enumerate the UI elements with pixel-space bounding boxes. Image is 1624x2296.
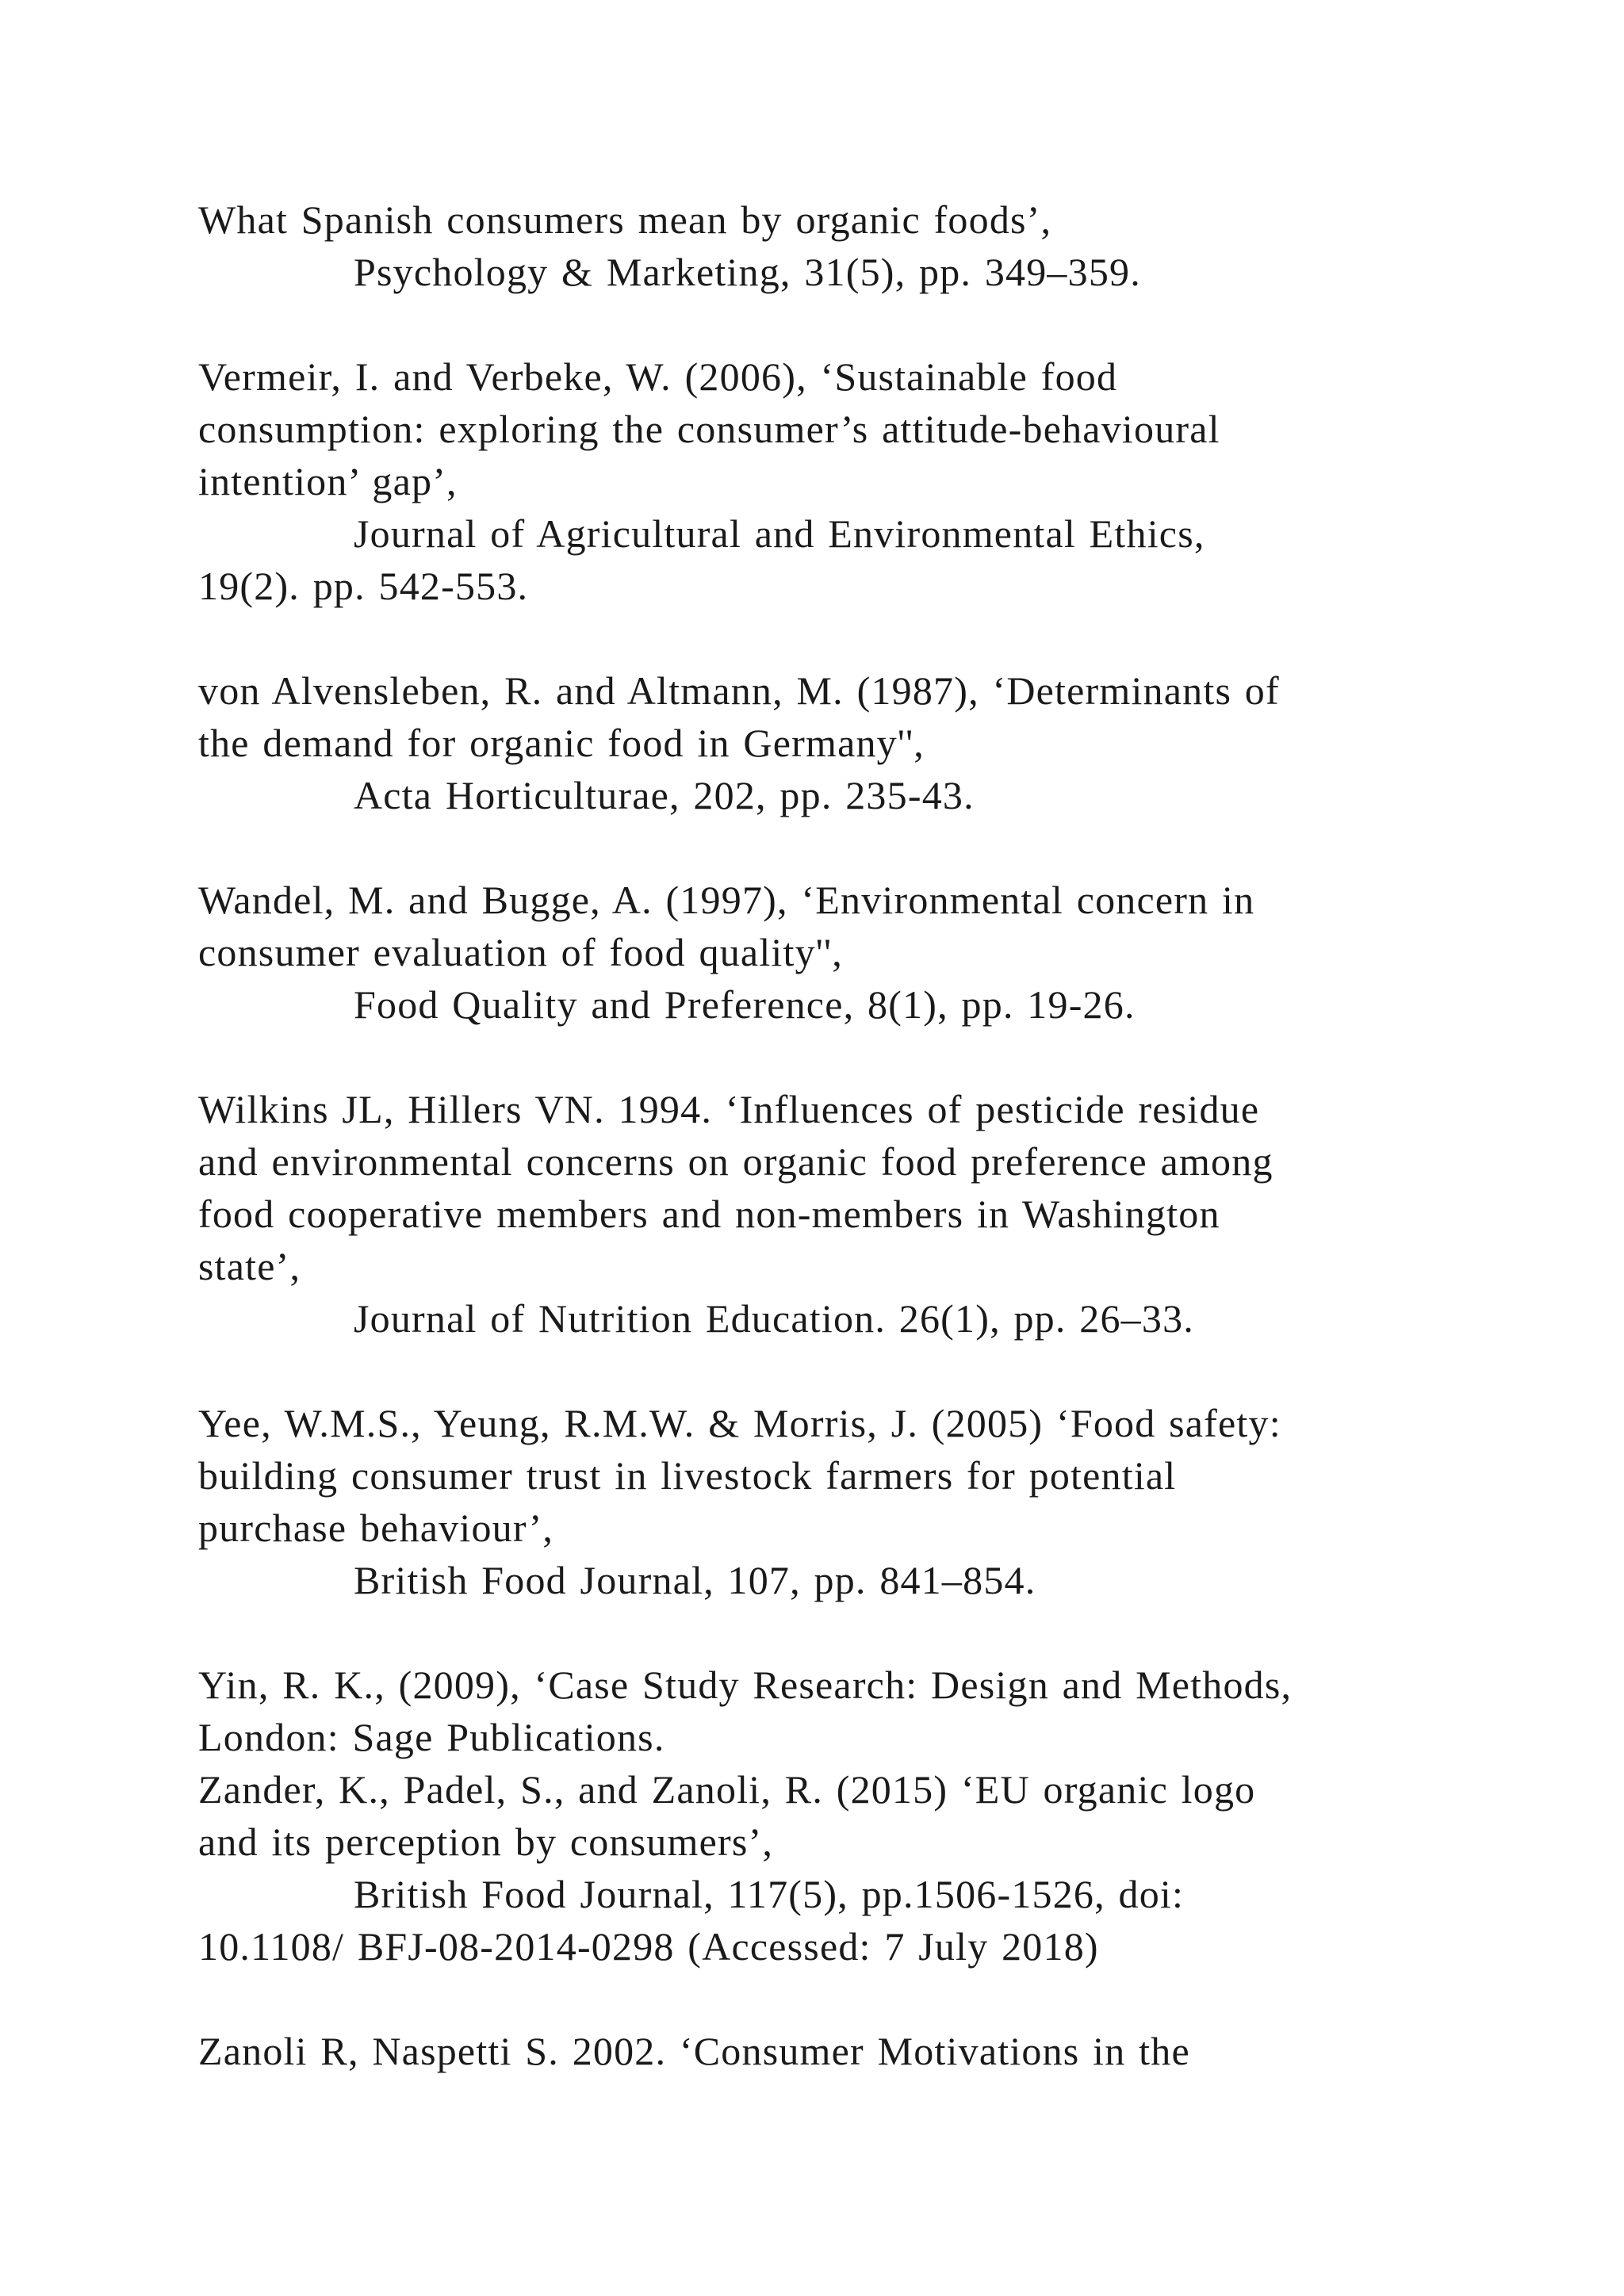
reference-line: purchase behaviour’, xyxy=(198,1506,554,1550)
entry-gap xyxy=(198,1345,1499,1397)
reference-entry xyxy=(198,1397,1499,1606)
reference-entry xyxy=(198,664,1499,821)
entry-gap xyxy=(198,612,1499,664)
entry-gap xyxy=(198,1606,1499,1659)
reference-line: state’, xyxy=(198,1244,301,1288)
entry-gap xyxy=(198,1973,1499,2025)
reference-line: Wilkins JL, Hillers VN. 1994. ‘Influences of pesticide residue xyxy=(198,1087,1260,1131)
reference-line-indented: Journal of Nutrition Education. 26(1), pp. 26–33. xyxy=(354,1296,1194,1341)
entry-gap xyxy=(198,1031,1499,1083)
reference-line: What Spanish consumers mean by organic foods’, xyxy=(198,197,1052,242)
reference-line: Zanoli R, Naspetti S. 2002. ‘Consumer Motivations in the xyxy=(198,2029,1190,2073)
entry-gap xyxy=(198,821,1499,874)
reference-entry xyxy=(198,1659,1499,1763)
reference-line: food cooperative members and non-members in Washington xyxy=(198,1192,1220,1236)
reference-line: von Alvensleben, R. and Altmann, M. (1987), ‘Determinants of xyxy=(198,668,1280,713)
reference-entry xyxy=(198,2025,1499,2077)
reference-entry xyxy=(198,1083,1499,1345)
reference-line: intention’ gap’, xyxy=(198,459,458,503)
reference-line: Wandel, M. and Bugge, A. (1997), ‘Environmental concern in xyxy=(198,878,1255,922)
reference-line: consumer evaluation of food quality'', xyxy=(198,930,843,974)
reference-line: Yee, W.M.S., Yeung, R.M.W. & Morris, J. (2005) ‘Food safety: xyxy=(198,1401,1281,1445)
reference-entry xyxy=(198,193,1499,298)
reference-line: and environmental concerns on organic food preference among xyxy=(198,1139,1274,1184)
reference-line-indented: Acta Horticulturae, 202, pp. 235-43. xyxy=(354,773,975,817)
reference-entry xyxy=(198,350,1499,612)
reference-line-indented: Food Quality and Preference, 8(1), pp. 19-26. xyxy=(354,982,1136,1027)
reference-line: London: Sage Publications. xyxy=(198,1715,665,1759)
reference-line: 10.1108/ BFJ-08-2014-0298 (Accessed: 7 July 2018) xyxy=(198,1924,1099,1969)
reference-entry xyxy=(198,1763,1499,1973)
reference-line: Yin, R. K., (2009), ‘Case Study Research: Design and Methods, xyxy=(198,1663,1293,1707)
reference-line-indented: British Food Journal, 107, pp. 841–854. xyxy=(354,1558,1036,1602)
reference-line: 19(2). pp. 542-553. xyxy=(198,564,529,608)
reference-line: Vermeir, I. and Verbeke, W. (2006), ‘Sustainable food xyxy=(198,354,1118,399)
reference-list xyxy=(198,193,1499,2077)
entry-gap xyxy=(198,298,1499,350)
reference-line-indented: Psychology & Marketing, 31(5), pp. 349–359. xyxy=(354,250,1141,294)
reference-line: and its perception by consumers’, xyxy=(198,1820,774,1864)
reference-entry xyxy=(198,874,1499,1031)
reference-line-indented: British Food Journal, 117(5), pp.1506-1526, doi: xyxy=(354,1872,1185,1916)
reference-line: Zander, K., Padel, S., and Zanoli, R. (2015) ‘EU organic logo xyxy=(198,1767,1256,1812)
reference-line: the demand for organic food in Germany'', xyxy=(198,721,925,765)
reference-line: consumption: exploring the consumer’s attitude-behavioural xyxy=(198,407,1220,451)
reference-line: building consumer trust in livestock farmers for potential xyxy=(198,1453,1177,1498)
reference-line-indented: Journal of Agricultural and Environmental Ethics, xyxy=(354,511,1205,556)
